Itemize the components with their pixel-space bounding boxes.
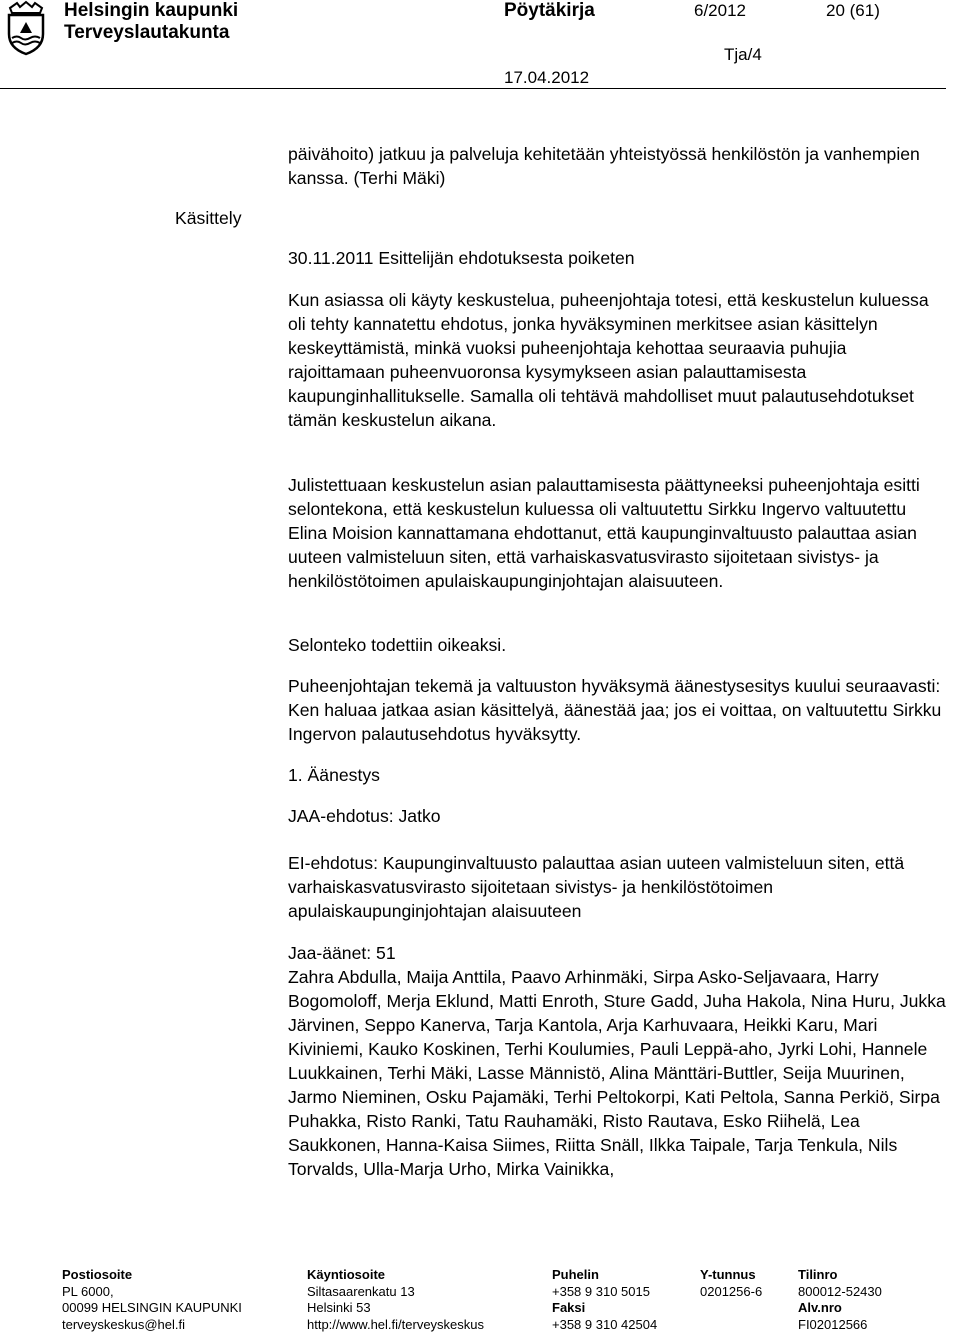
footer-ytunnus-heading: Y-tunnus bbox=[700, 1267, 762, 1284]
footer-email: terveyskeskus@hel.fi bbox=[62, 1317, 242, 1333]
footer-phone-column bbox=[552, 1267, 657, 1333]
footer-ytunnus-value: 0201256-6 bbox=[700, 1284, 762, 1301]
footer-visit-column bbox=[307, 1267, 484, 1333]
paragraph-confirmed: Selonteko todettiin oikeaksi. bbox=[288, 633, 948, 657]
org-name: Helsingin kaupunki bbox=[64, 0, 238, 22]
footer-ytunnus-column bbox=[700, 1267, 762, 1300]
footer-postal-line1: PL 6000, bbox=[62, 1284, 242, 1301]
paragraph-date-line: 30.11.2011 Esittelijän ehdotuksesta poiketen bbox=[288, 246, 948, 270]
yes-votes-heading: Jaa-äänet: 51 bbox=[288, 941, 948, 965]
meeting-date: 17.04.2012 bbox=[504, 68, 589, 88]
footer-visit-heading: Käyntiosoite bbox=[307, 1267, 484, 1284]
footer-postal-line2: 00099 HELSINGIN KAUPUNKI bbox=[62, 1300, 242, 1317]
yes-proposal: JAA-ehdotus: Jatko bbox=[288, 804, 948, 828]
footer-postal-column bbox=[62, 1267, 242, 1333]
page-number: 20 (61) bbox=[826, 1, 880, 21]
intro-paragraph: päivähoito) jatkuu ja palveluja kehitetään yhteistyössä henkilöstön ja vanhempien kanssa. (Terhi Mäki) bbox=[288, 142, 948, 190]
paragraph-vote-proposal: Puheenjohtajan tekemä ja valtuuston hyväksymä äänestysesitys kuului seuraavasti: Ken haluaa jatkaa asian käsittelyä, äänestää jaa; jos ei voittaa, on valtuutettu Sirkku Ingervon palautusehdotus hyväksytty. bbox=[288, 674, 948, 746]
paragraph-statement: Julistettuaan keskustelun asian palauttamisesta päättyneeksi puheenjohtaja esitti selontekona, että keskustelun kuluessa oli valtuutettu Sirkku Ingervo valtuutettu Elina Moision kannattamana ehdottanut, että kaupunginvaltuusto palauttaa asian uuteen valmisteluun siten, että varhaiskasvatusvirasto sijoitetaan sivistys- ja henkilöstötoimen apulaiskaupunginjohtajan alaisuuteen. bbox=[288, 473, 948, 593]
yes-votes-names: Zahra Abdulla, Maija Anttila, Paavo Arhinmäki, Sirpa Asko-Seljavaara, Harry Bogomoloff, Merja Eklund, Matti Enroth, Sture Gadd, Juha Hakola, Nina Huru, Jukka Järvinen, Seppo Kanerva, Tarja Kantola, Arja Karhuvaara, Heikki Karu, Mari Kiviniemi, Kauko Koskinen, Terhi Koulumies, Pauli Leppä-aho, Jyrki Lohi, Hannele Luukkainen, Terhi Mäki, Lasse Männistö, Alina Mänttäri-Buttler, Seija Muurinen, Jarmo Nieminen, Osku Pajamäki, Terhi Peltokorpi, Kati Peltola, Sanna Perkiö, Sirpa Puhakka, Risto Ranki, Tatu Rauhamäki, Risto Rautava, Esko Riihelä, Lea Saukkonen, Hanna-Kaisa Siimes, Riitta Snäll, Ilkka Taipale, Tarja Tenkula, Nils Torvalds, Ulla-Marja Urho, Mirka Vainikka, bbox=[288, 965, 948, 1181]
section-label: Käsittely bbox=[175, 206, 242, 230]
department-name: Terveyslautakunta bbox=[64, 22, 229, 44]
header-divider bbox=[0, 88, 946, 89]
footer-account-column bbox=[798, 1267, 882, 1333]
document-number: 6/2012 bbox=[694, 1, 746, 21]
footer-website: http://www.hel.fi/terveyskeskus bbox=[307, 1317, 484, 1333]
footer-account-heading: Tilinro bbox=[798, 1267, 882, 1284]
footer-vat-heading: Alv.nro bbox=[798, 1300, 882, 1317]
footer-phone-heading: Puhelin bbox=[552, 1267, 657, 1284]
footer-phone-number: +358 9 310 5015 bbox=[552, 1284, 657, 1301]
footer-vat-number: FI02012566 bbox=[798, 1317, 882, 1333]
no-proposal: EI-ehdotus: Kaupunginvaltuusto palauttaa asian uuteen valmisteluun siten, että varhaiskasvatusvirasto sijoitetaan sivistys- ja henkilöstötoimen apulaiskaupunginjohtajan alaisuuteen bbox=[288, 851, 948, 923]
city-coat-of-arms-logo bbox=[4, 0, 48, 56]
paragraph-discussion: Kun asiassa oli käyty keskustelua, puheenjohtaja totesi, että keskustelun kuluessa oli tehty kannatettu ehdotus, jonka hyväksyminen merkitsee asian käsittelyn keskeyttämistä, minkä vuoksi puheenjohtaja kehottaa seuraavia puhujia rajoittamaan puheenvuoronsa kysymykseen asian palauttamisesta kaupunginhallitukselle. Samalla oli tehtävä mahdolliset muut palautusehdotukset tämän keskustelun aikana. bbox=[288, 288, 948, 432]
document-type: Pöytäkirja bbox=[504, 0, 595, 22]
footer-postal-heading: Postiosoite bbox=[62, 1267, 242, 1284]
footer-fax-heading: Faksi bbox=[552, 1300, 657, 1317]
footer-fax-number: +358 9 310 42504 bbox=[552, 1317, 657, 1333]
footer-visit-line2: Helsinki 53 bbox=[307, 1300, 484, 1317]
footer-visit-line1: Siltasaarenkatu 13 bbox=[307, 1284, 484, 1301]
footer-account-number: 800012-52430 bbox=[798, 1284, 882, 1301]
section-code: Tja/4 bbox=[724, 45, 762, 65]
vote-number-heading: 1. Äänestys bbox=[288, 763, 948, 787]
